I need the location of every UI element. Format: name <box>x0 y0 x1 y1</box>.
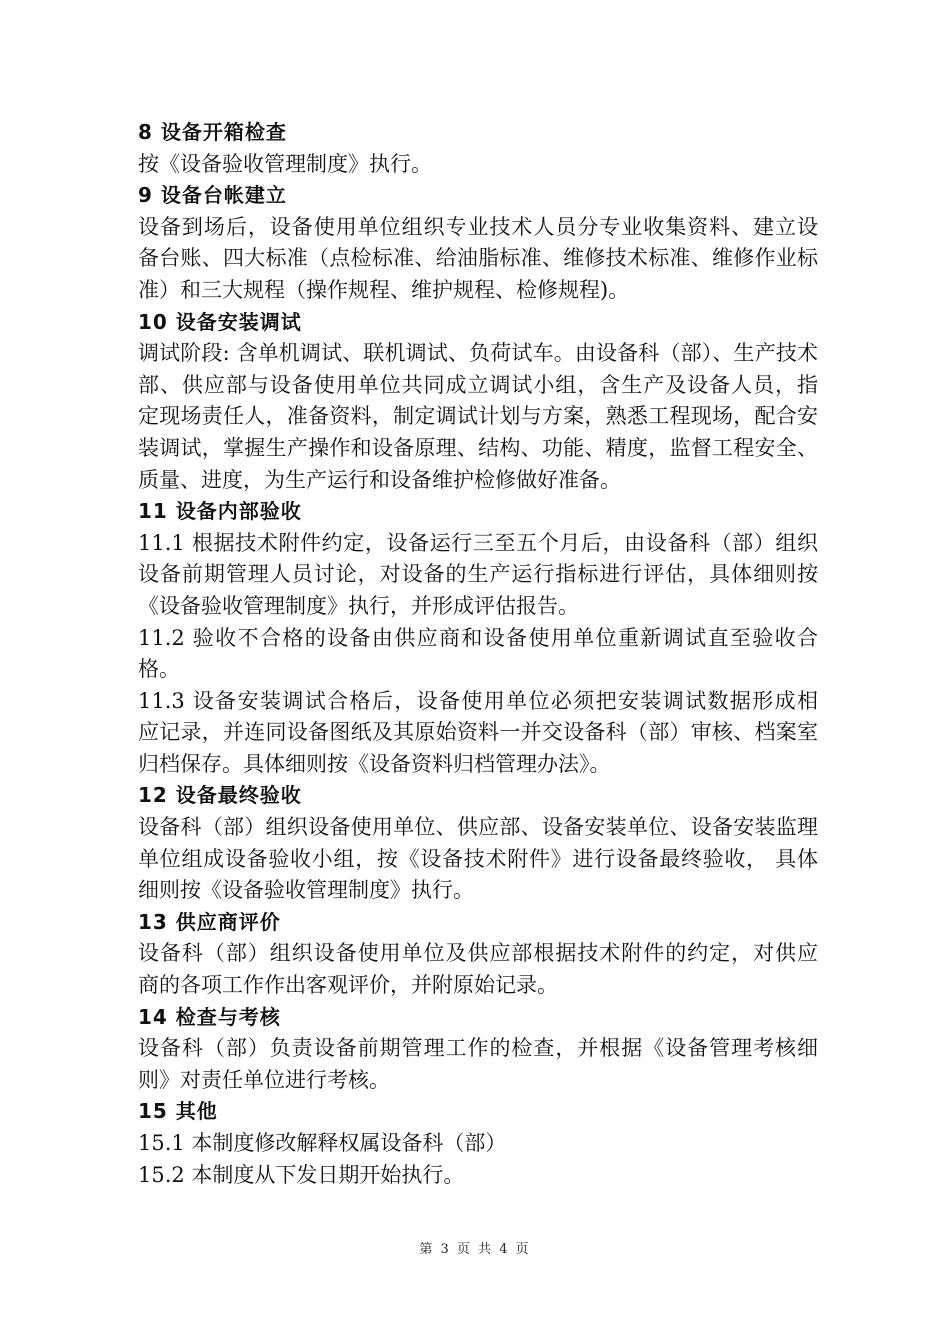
paragraph-line: 准）和三大规程（操作规程、维护规程、检修规程)。 <box>138 277 630 302</box>
paragraph-line: 11.1 根据技术附件约定，设备运行三至五个月后，由设备科（部）组织 <box>138 530 818 555</box>
paragraph-line: 设备科（部）组织设备使用单位、供应部、设备安装单位、设备安装监理 <box>138 815 818 840</box>
paragraph-line: 设备科（部）负责设备前期管理工作的检查，并根据《设备管理考核细 <box>138 1036 818 1061</box>
section-heading: 8 设备开箱检查 <box>138 120 287 144</box>
paragraph-line: 应记录，并连同设备图纸及其原始资料一并交设备科（部）审核、档案室 <box>138 720 818 745</box>
paragraph-line: 《设备验收管理制度》执行，并形成评估报告。 <box>138 593 579 618</box>
paragraph-line: 部、供应部与设备使用单位共同成立调试小组，含生产及设备人员，指 <box>138 372 818 397</box>
paragraph-line: 商的各项工作作出客观评价，并附原始记录。 <box>138 973 558 998</box>
paragraph-line: 设备科（部）组织设备使用单位及供应部根据技术附件的约定，对供应 <box>138 941 818 966</box>
paragraph-line: 单位组成设备验收小组，按《设备技术附件》进行设备最终验收， 具体 <box>138 846 818 871</box>
paragraph-line: 装调试，掌握生产操作和设备原理、结构、功能、精度，监督工程安全、 <box>138 435 818 460</box>
paragraph-line: 定现场责任人，准备资料，制定调试计划与方案，熟悉工程现场，配合安 <box>138 404 818 429</box>
paragraph-line: 细则按《设备验收管理制度》执行。 <box>138 878 474 903</box>
section-heading: 15 其他 <box>138 1099 218 1124</box>
paragraph-line: 11.2 验收不合格的设备由供应商和设备使用单位重新调试直至验收合 <box>138 625 818 650</box>
section-heading: 13 供应商评价 <box>138 909 281 934</box>
paragraph-line: 15.1 本制度修改解释权属设备科（部） <box>138 1131 507 1155</box>
paragraph-line: 设备前期管理人员讨论，对设备的生产运行指标进行评估，具体细则按 <box>138 562 818 587</box>
paragraph-line: 调试阶段: 含单机调试、联机调试、负荷试车。由设备科（部）、生产技术 <box>138 341 818 366</box>
paragraph-line: 则》对责任单位进行考核。 <box>138 1067 390 1092</box>
section-heading: 10 设备安装调试 <box>138 309 302 334</box>
section-heading: 12 设备最终验收 <box>138 783 302 808</box>
paragraph-line: 设备到场后，设备使用单位组织专业技术人员分专业收集资料、建立设 <box>138 214 818 239</box>
paragraph-line: 11.3 设备安装调试合格后，设备使用单位必须把安装调试数据形成相 <box>138 688 818 713</box>
section-heading: 9 设备台帐建立 <box>138 183 287 208</box>
paragraph-line: 归档保存。具体细则按《设备资料归档管理办法》。 <box>138 751 611 776</box>
paragraph-line: 备台账、四大标准（点检标准、给油脂标准、维修技术标准、维修作业标 <box>138 246 818 271</box>
section-heading: 11 设备内部验收 <box>138 499 302 524</box>
paragraph-line: 按《设备验收管理制度》执行。 <box>138 151 432 176</box>
page-footer: 第 3 页 共 4 页 <box>419 1242 531 1257</box>
paragraph-line: 15.2 本制度从下发日期开始执行。 <box>138 1162 465 1187</box>
paragraph-line: 格。 <box>138 657 180 682</box>
paragraph-line: 质量、进度，为生产运行和设备维护检修做好准备。 <box>138 467 621 492</box>
section-heading: 14 检查与考核 <box>138 1004 281 1029</box>
document-body <box>138 117 818 1191</box>
